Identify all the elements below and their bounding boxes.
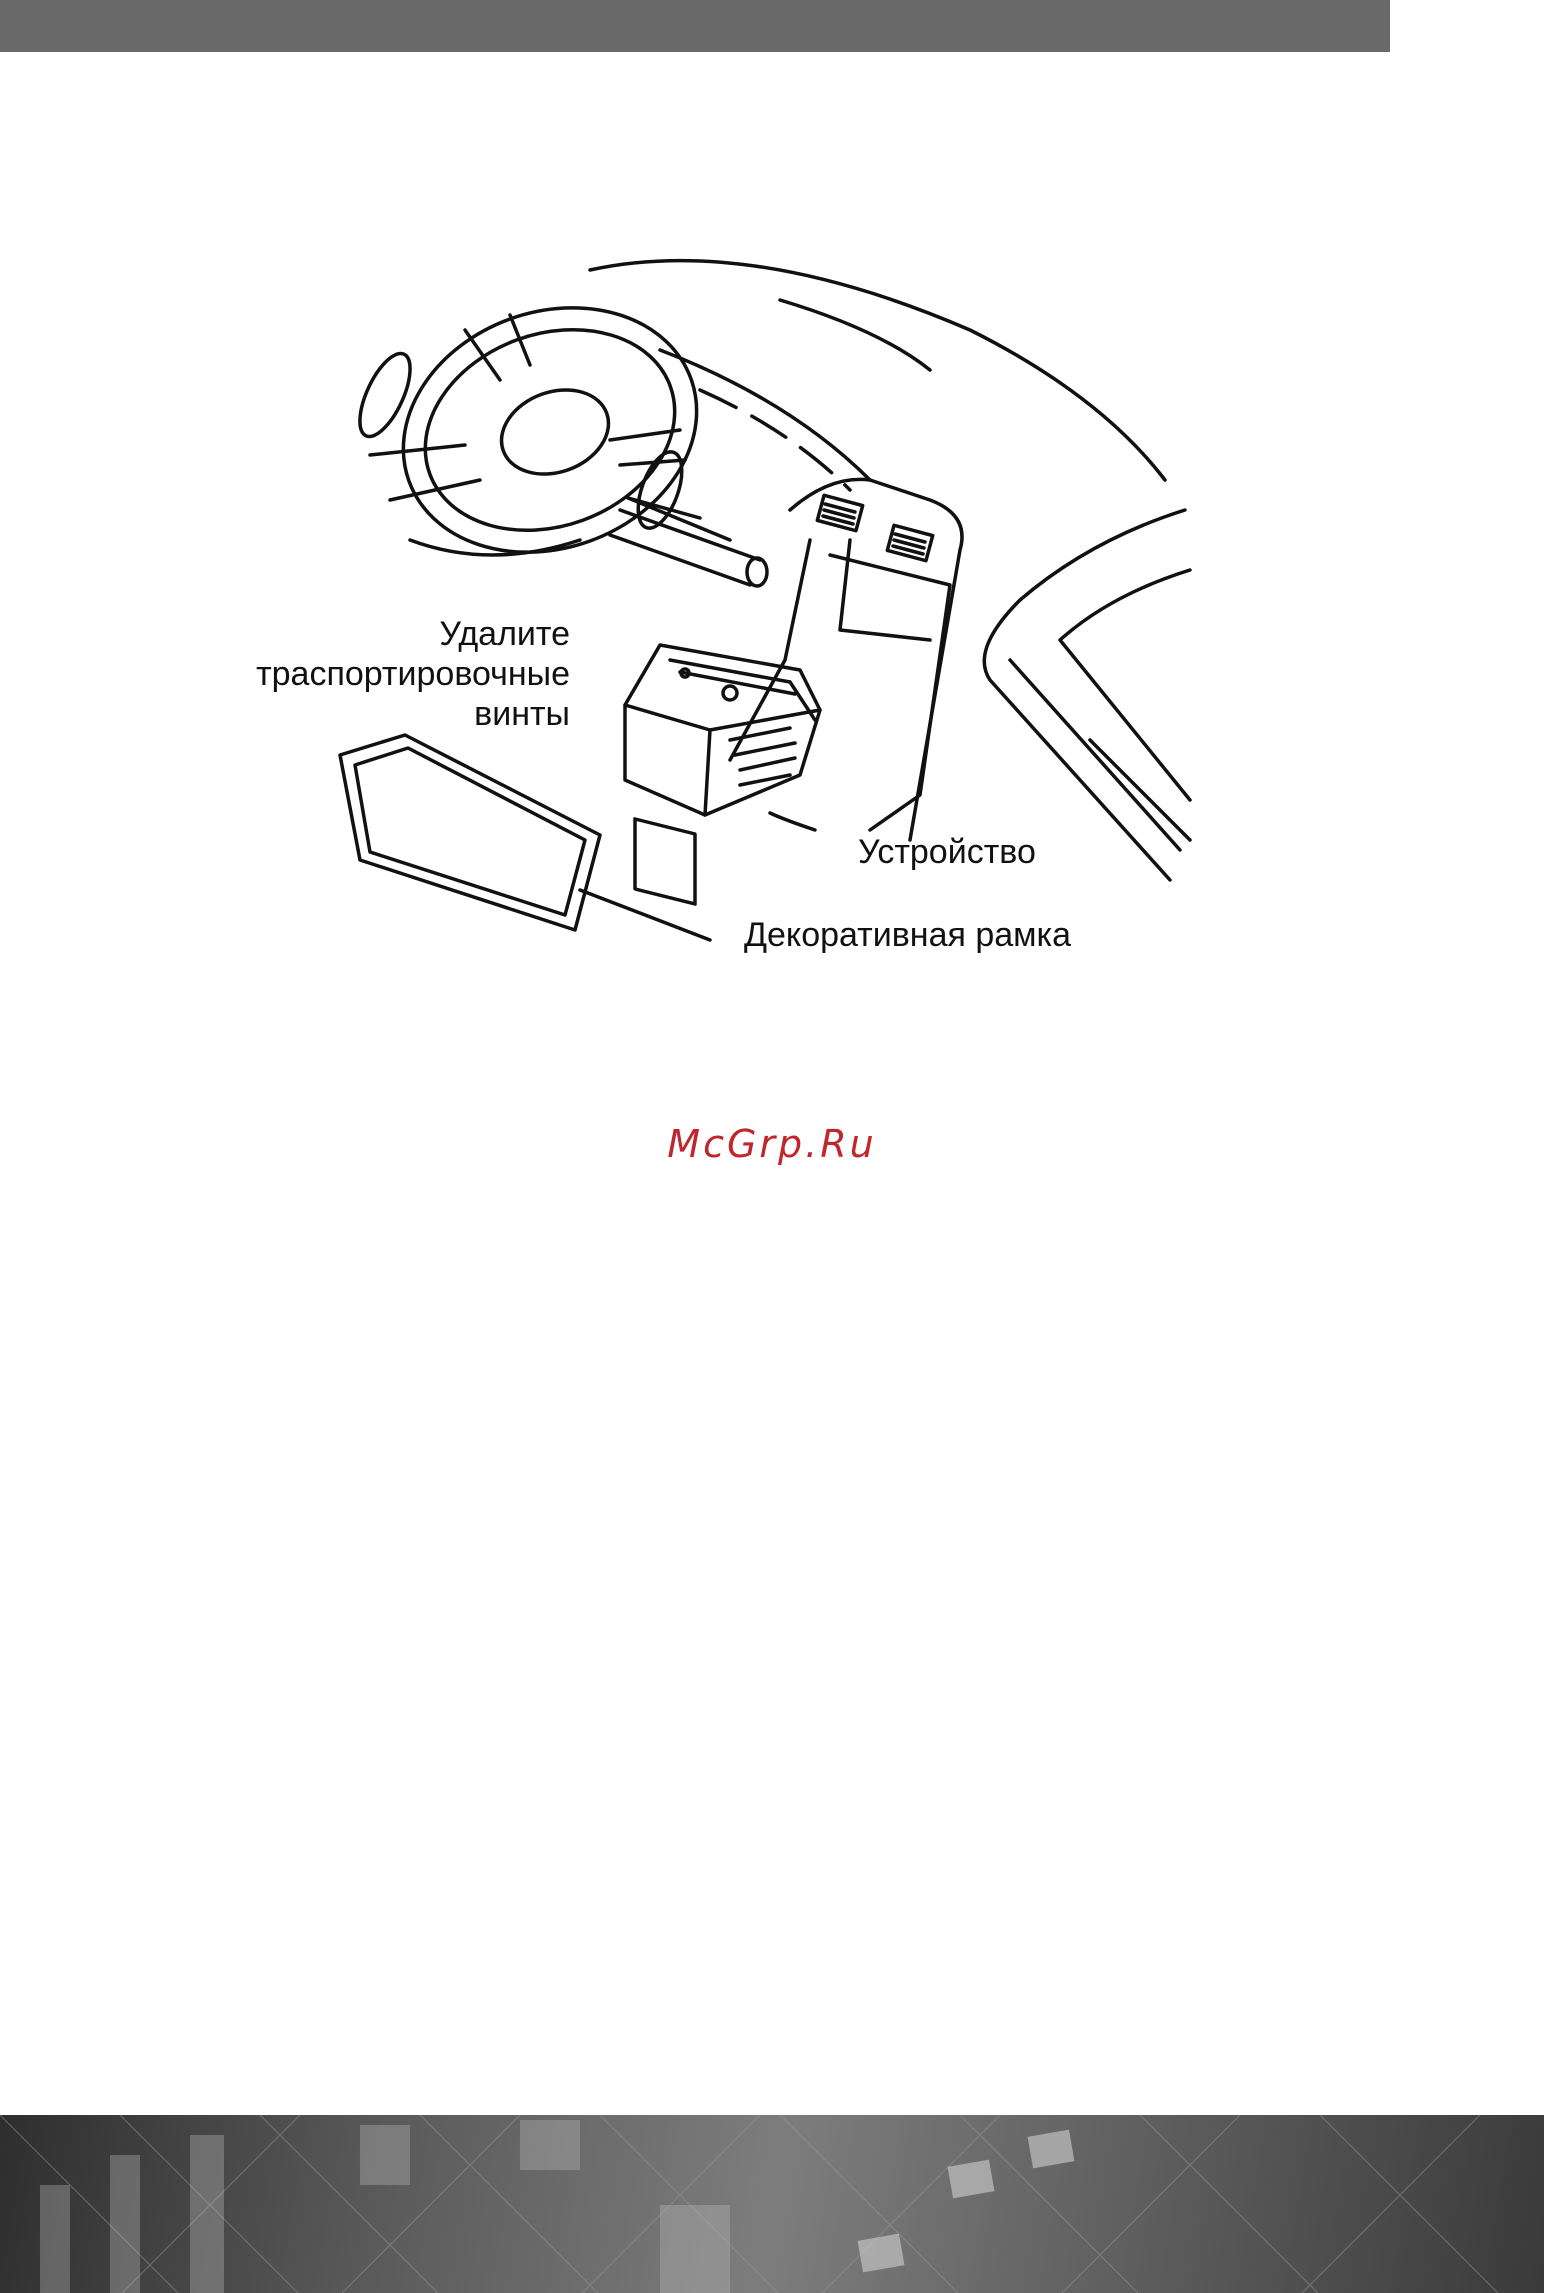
header-bar bbox=[0, 0, 1390, 52]
head-unit bbox=[625, 645, 820, 904]
trim-frame bbox=[340, 735, 600, 930]
callout-remove-screws-line1: Удалите bbox=[439, 615, 570, 653]
callout-remove-screws-line2: траспортировочные bbox=[256, 655, 570, 693]
dashboard-outline bbox=[590, 261, 1165, 480]
footer-band bbox=[0, 2115, 1544, 2293]
callout-trim-frame: Декоративная рамка bbox=[744, 916, 1072, 954]
installation-diagram bbox=[230, 240, 1210, 980]
callout-unit: Устройство bbox=[858, 833, 1036, 871]
steering-wheel bbox=[350, 268, 767, 592]
footer-pattern bbox=[0, 2115, 1544, 2293]
callout-remove-screws-line3: винты bbox=[474, 695, 570, 733]
callout-remove-screws bbox=[240, 614, 570, 734]
watermark: McGrp.Ru bbox=[667, 1122, 877, 1166]
center-console bbox=[730, 479, 962, 840]
